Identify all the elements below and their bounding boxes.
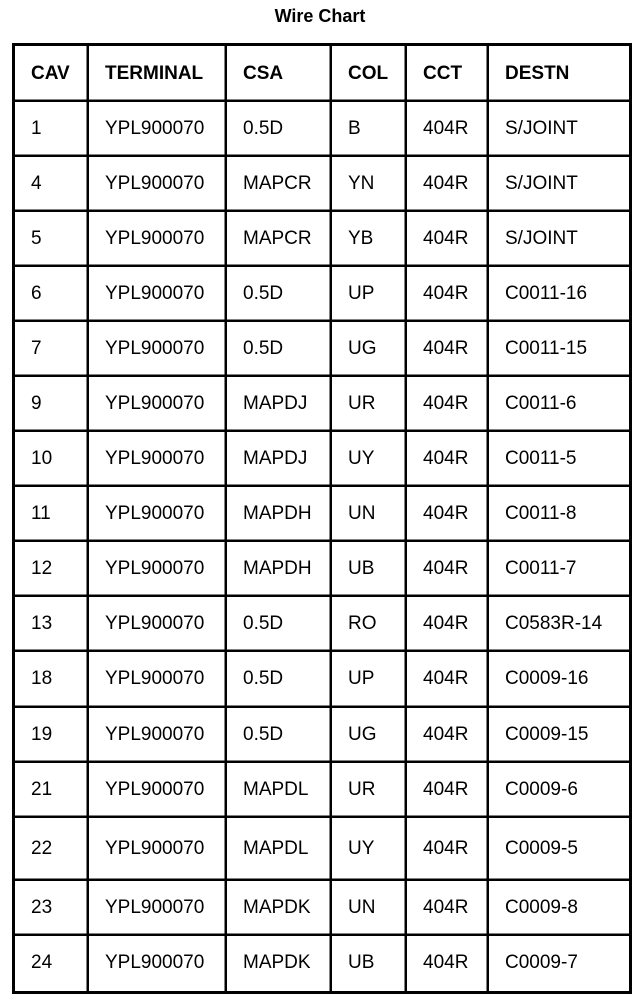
- cell-csa: MAPDL: [227, 818, 332, 881]
- cell-cct: 404R: [407, 157, 489, 212]
- table-row: [15, 377, 629, 432]
- cell-csa: 0.5D: [227, 102, 332, 157]
- cell-csa: MAPDH: [227, 542, 332, 597]
- cell-destn: C0009-6: [489, 763, 629, 818]
- cell-col: UR: [332, 763, 407, 818]
- cell-destn: C0011-5: [489, 432, 629, 487]
- cell-terminal: YPL900070: [89, 881, 227, 936]
- cell-terminal: YPL900070: [89, 652, 227, 707]
- cell-cav: 5: [15, 212, 89, 267]
- cell-destn: S/JOINT: [489, 157, 629, 212]
- cell-cct: 404R: [407, 102, 489, 157]
- cell-destn: C0011-16: [489, 267, 629, 322]
- header-destn: DESTN: [489, 46, 629, 102]
- cell-cav: 10: [15, 432, 89, 487]
- cell-terminal: YPL900070: [89, 763, 227, 818]
- table-row: [15, 542, 629, 597]
- cell-terminal: YPL900070: [89, 542, 227, 597]
- cell-csa: MAPDJ: [227, 432, 332, 487]
- cell-cct: 404R: [407, 763, 489, 818]
- cell-destn: C0009-7: [505, 952, 578, 974]
- cell-terminal: YPL900070: [89, 377, 227, 432]
- cell-csa: MAPDH: [227, 487, 332, 542]
- cell-cav: 19: [15, 708, 89, 763]
- cell-cct: 404R: [407, 542, 489, 597]
- cell-cav: 12: [15, 542, 89, 597]
- header-cav: CAV: [15, 46, 89, 102]
- table-row: [15, 212, 629, 267]
- cell-cct: 404R: [407, 936, 489, 991]
- cell-csa: MAPCR: [227, 212, 332, 267]
- cell-destn: C0009-15: [489, 708, 629, 763]
- cell-cct: 404R: [407, 881, 489, 936]
- cell-col: UB: [332, 542, 407, 597]
- header-terminal: TERMINAL: [89, 46, 227, 102]
- table-row: [15, 487, 629, 542]
- table-row: [15, 708, 629, 763]
- cell-col: B: [332, 102, 407, 157]
- header-cct: CCT: [407, 46, 489, 102]
- cell-destn: S/JOINT: [489, 102, 629, 157]
- table-row: [15, 157, 629, 212]
- cell-terminal: YPL900070: [89, 267, 227, 322]
- table-row: [15, 267, 629, 322]
- cell-cct: 404R: [407, 377, 489, 432]
- cell-terminal: YPL900070: [89, 597, 227, 652]
- cell-col: RO: [332, 597, 407, 652]
- cell-col: UG: [332, 708, 407, 763]
- cell-csa: MAPDJ: [227, 377, 332, 432]
- cell-cav: 11: [15, 487, 89, 542]
- cell-terminal: YPL900070: [89, 432, 227, 487]
- cell-csa: 0.5D: [227, 597, 332, 652]
- cell-terminal: YPL900070: [89, 157, 227, 212]
- cell-cav: 7: [15, 322, 89, 377]
- cell-col: UB: [332, 936, 407, 991]
- table-body: [15, 102, 629, 991]
- cell-col: UN: [332, 881, 407, 936]
- table-row: [15, 652, 629, 707]
- table-row: [15, 936, 629, 991]
- cell-cav: 22: [15, 818, 89, 881]
- cell-destn: S/JOINT: [489, 212, 629, 267]
- cell-csa: MAPDK: [227, 936, 332, 991]
- cell-col: UY: [332, 818, 407, 881]
- cell-cct: 404R: [407, 212, 489, 267]
- cell-csa: MAPDK: [227, 881, 332, 936]
- cell-destn: C0011-7: [489, 542, 629, 597]
- table-row: [15, 597, 629, 652]
- cell-cct: 404R: [407, 652, 489, 707]
- cell-terminal: YPL900070: [89, 708, 227, 763]
- cell-cav: 21: [15, 763, 89, 818]
- cell-terminal: YPL900070: [89, 936, 227, 991]
- cell-destn: C0009-5: [489, 818, 629, 881]
- cell-terminal: YPL900070: [89, 212, 227, 267]
- cell-col: UP: [332, 652, 407, 707]
- cell-csa: MAPDL: [227, 763, 332, 818]
- cell-cct: 404R: [407, 322, 489, 377]
- cell-cct: 404R: [407, 267, 489, 322]
- cell-csa: 0.5D: [227, 708, 332, 763]
- cell-terminal: YPL900070: [89, 322, 227, 377]
- cell-terminal: YPL900070: [89, 102, 227, 157]
- cell-col: UP: [332, 267, 407, 322]
- cell-cav: 9: [15, 377, 89, 432]
- cell-csa: 0.5D: [227, 322, 332, 377]
- page-title: Wire Chart: [274, 6, 366, 26]
- cell-cct: 404R: [407, 597, 489, 652]
- cell-csa: 0.5D: [227, 652, 332, 707]
- cell-destn: C0009-8: [489, 881, 629, 936]
- cell-col: UG: [332, 322, 407, 377]
- cell-cav: 24: [15, 936, 89, 991]
- cell-col: YN: [332, 157, 407, 212]
- cell-cav: 4: [15, 157, 89, 212]
- cell-terminal: YPL900070: [89, 818, 227, 881]
- cell-terminal: YPL900070: [89, 487, 227, 542]
- table-row: [15, 432, 629, 487]
- cell-cav: 1: [15, 102, 89, 157]
- cell-cav: 23: [15, 881, 89, 936]
- cell-cct: 404R: [407, 818, 489, 881]
- table-row: [15, 102, 629, 157]
- table-row: [15, 881, 629, 936]
- table-row: [15, 763, 629, 818]
- cell-destn: C0009-16: [489, 652, 629, 707]
- cell-col: UY: [332, 432, 407, 487]
- cell-destn: C0011-15: [489, 322, 629, 377]
- cell-destn: C0011-8: [489, 487, 629, 542]
- table-row: [15, 818, 629, 881]
- cell-csa: 0.5D: [227, 267, 332, 322]
- cell-cct: 404R: [407, 432, 489, 487]
- header-csa: CSA: [227, 46, 332, 102]
- cell-destn: C0011-6: [489, 377, 629, 432]
- cell-cct: 404R: [407, 487, 489, 542]
- cell-col: UR: [332, 377, 407, 432]
- cell-cav: 6: [15, 267, 89, 322]
- cell-destn: C0583R-14: [489, 597, 629, 652]
- wire-chart-table: [12, 43, 632, 994]
- table-header-row: [15, 46, 629, 102]
- cell-cav: 13: [15, 597, 89, 652]
- header-col: COL: [332, 46, 407, 102]
- cell-csa: MAPCR: [227, 157, 332, 212]
- cell-cav: 18: [15, 652, 89, 707]
- cell-col: YB: [332, 212, 407, 267]
- cell-cct: 404R: [407, 708, 489, 763]
- cell-col: UN: [332, 487, 407, 542]
- table-row: [15, 322, 629, 377]
